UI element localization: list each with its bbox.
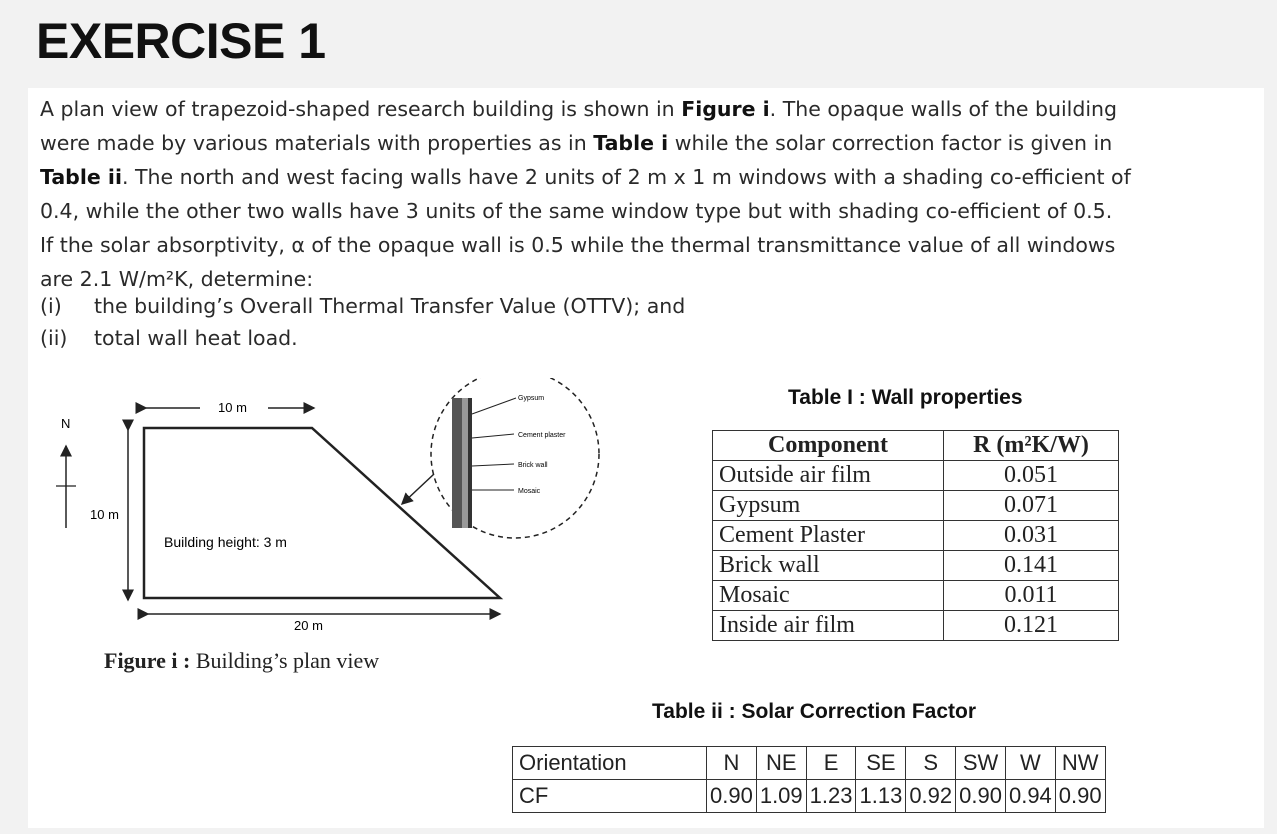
table-cell: 0.031 bbox=[944, 521, 1119, 551]
table-cell: NW bbox=[1055, 747, 1105, 780]
table-cell: NE bbox=[756, 747, 806, 780]
layer-label: Cement plaster bbox=[518, 432, 566, 439]
table-cell: 0.92 bbox=[906, 780, 956, 813]
left-dimension: 10 m bbox=[90, 507, 119, 522]
wall-properties-table bbox=[712, 430, 1119, 641]
table-cell: 0.121 bbox=[944, 611, 1119, 641]
cf-row bbox=[513, 780, 1106, 813]
table-header: R (m²K/W) bbox=[944, 431, 1119, 461]
problem-paragraph: A plan view of trapezoid-shaped research building is shown in Figure i. The opaque walls of the building were made by various materials with properties as in Table i while the solar correction factor is given in Table ii. The north and west facing walls have 2 units of 2 m x 1 m windows with a shading co-efficient of 0.4, while the other two walls have 3 units of the same window type but with shading co-efficient of 0.5. If the solar absorptivity, α of the opaque wall is 0.5 while the thermal transmittance value of all windows are 2.1 W/m²K, determine: bbox=[40, 97, 1131, 291]
layer-label: Mosaic bbox=[518, 488, 541, 495]
table-cell: 1.23 bbox=[806, 780, 856, 813]
layer-label: Brick wall bbox=[518, 462, 548, 469]
north-label: N bbox=[61, 416, 71, 431]
table-row bbox=[713, 491, 1119, 521]
question-item-1: (i) the building’s Overall Thermal Transfer Value (OTTV); and bbox=[40, 294, 686, 318]
table-cell: 0.141 bbox=[944, 551, 1119, 581]
orientation-row bbox=[513, 747, 1106, 780]
table-cell: 0.011 bbox=[944, 581, 1119, 611]
table-row bbox=[713, 581, 1119, 611]
table1-title: Table I : Wall properties bbox=[788, 386, 1023, 409]
table-cell: S bbox=[906, 747, 956, 780]
table-cell: Cement Plaster bbox=[713, 521, 944, 551]
table-row bbox=[713, 521, 1119, 551]
solar-correction-table bbox=[512, 746, 1106, 813]
table-cell: 1.13 bbox=[856, 780, 906, 813]
table-cell: N bbox=[707, 747, 757, 780]
exercise-title: EXERCISE 1 bbox=[36, 13, 326, 69]
question-item-2: (ii) total wall heat load. bbox=[40, 326, 298, 350]
table-cell: E bbox=[806, 747, 856, 780]
table-header: Component bbox=[713, 431, 944, 461]
table-cell: CF bbox=[513, 780, 707, 813]
table-cell: Orientation bbox=[513, 747, 707, 780]
bottom-dimension: 20 m bbox=[294, 618, 323, 633]
table-cell: 0.94 bbox=[1005, 780, 1055, 813]
table-cell: 0.90 bbox=[707, 780, 757, 813]
table-cell: W bbox=[1005, 747, 1055, 780]
layer-label: Gypsum bbox=[518, 395, 545, 402]
building-height-label: Building height: 3 m bbox=[164, 534, 287, 550]
table-cell: Mosaic bbox=[713, 581, 944, 611]
table-cell: Inside air film bbox=[713, 611, 944, 641]
table-cell: 0.90 bbox=[956, 780, 1006, 813]
scanned-question bbox=[28, 88, 1264, 828]
table-row bbox=[713, 461, 1119, 491]
table-cell: 0.051 bbox=[944, 461, 1119, 491]
table-cell: SE bbox=[856, 747, 906, 780]
table-cell: 1.09 bbox=[756, 780, 806, 813]
table-cell: Outside air film bbox=[713, 461, 944, 491]
table-header-row bbox=[713, 431, 1119, 461]
figure-caption: Figure i : Building’s plan view bbox=[104, 648, 380, 673]
table-row bbox=[713, 611, 1119, 641]
top-dimension: 10 m bbox=[218, 400, 247, 415]
table-cell: Brick wall bbox=[713, 551, 944, 581]
table-cell: 0.90 bbox=[1055, 780, 1105, 813]
table-cell: SW bbox=[956, 747, 1006, 780]
building-outline bbox=[144, 428, 500, 598]
table2-title: Table ii : Solar Correction Factor bbox=[652, 700, 977, 723]
table-row bbox=[713, 551, 1119, 581]
table-cell: Gypsum bbox=[713, 491, 944, 521]
building-plan-figure bbox=[28, 378, 648, 648]
table-cell: 0.071 bbox=[944, 491, 1119, 521]
